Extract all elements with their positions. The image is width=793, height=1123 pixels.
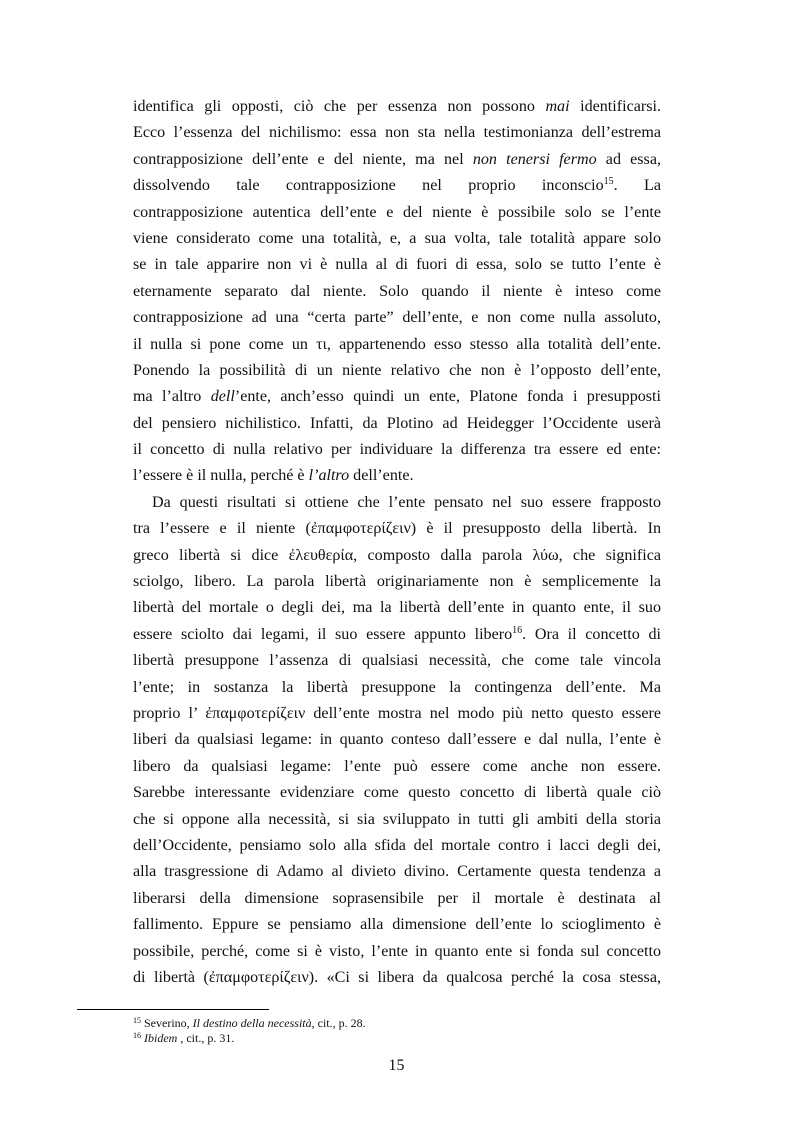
text-run: contrapposizione dell’ente e del niente, ma nel xyxy=(133,150,473,168)
text-line xyxy=(133,252,661,278)
italic-text: mai xyxy=(545,98,570,115)
text-line xyxy=(133,569,661,595)
text-line xyxy=(133,200,661,226)
text-run: viene considerato come una totalità, e, a sua volta, tale totalità appare solo xyxy=(133,229,661,247)
text-run: libero da qualsiasi legame: l’ente può essere come anche non essere. xyxy=(133,757,661,775)
italic-text: dell xyxy=(210,388,235,406)
text-run: dell’ente. xyxy=(349,467,414,485)
text-line xyxy=(133,622,661,648)
text-line xyxy=(133,384,661,410)
text-run: proprio l’ ἐπαμφοτερίζειν dell’ente mostra nel modo più netto questo essere xyxy=(133,704,661,722)
text-line xyxy=(133,516,661,542)
text-run: Ponendo la possibilità di un niente relativo che non è l’opposto dell’ente, xyxy=(133,361,661,379)
text-run: il concetto di nulla relativo per individuare la differenza tra essere ed ente: xyxy=(133,441,661,459)
text-run: essere sciolto dai legami, il suo essere appunto libero xyxy=(133,625,513,643)
text-line xyxy=(133,173,661,199)
text-line xyxy=(133,226,661,252)
text-run: Ecco l’essenza del nichilismo: essa non sta nella testimonianza dell’estrema xyxy=(133,124,661,142)
text-line xyxy=(133,807,661,833)
italic-text: l’altro xyxy=(308,467,350,485)
text-run: liberi da qualsiasi legame: in quanto conteso dall’essere e dal nulla, l’ente è xyxy=(133,731,661,749)
footnote-divider xyxy=(77,1009,269,1010)
text-line xyxy=(133,463,661,489)
text-run: . Ora il concetto di xyxy=(522,625,661,643)
text-run: se in tale apparire non vi è nulla al di fuori di essa, solo se tutto l’ente è xyxy=(133,256,661,274)
text-line xyxy=(133,543,661,569)
text-run: libertà del mortale o degli dei, ma la libertà dell’ente in quanto ente, il suo xyxy=(133,599,661,617)
text-run: eternamente separato dal niente. Solo quando il niente è inteso come xyxy=(133,282,661,300)
text-line xyxy=(133,727,661,753)
body-text xyxy=(133,94,661,991)
text-run: ma l’altro xyxy=(133,388,211,406)
text-run: liberarsi della dimensione soprasensibile per il mortale è destinata al xyxy=(133,889,661,907)
text-run: dell’Occidente, pensiamo solo alla sfida del mortale contro i lacci degli dei, xyxy=(133,836,661,854)
text-run: di libertà (ἐπαμφοτερίζειν). «Ci si libera da qualcosa perché la cosa stessa, xyxy=(133,968,661,986)
page-number: 15 xyxy=(388,1057,405,1074)
text-line xyxy=(133,701,661,727)
text-line xyxy=(133,780,661,806)
text-line xyxy=(133,279,661,305)
footnote xyxy=(133,1016,366,1031)
italic-text: Il destino della necessità xyxy=(192,1016,312,1030)
footnote-ref: 16 xyxy=(512,624,523,636)
text-run: identificarsi. xyxy=(569,98,661,115)
footnote-ref: 16 xyxy=(133,1031,141,1040)
footnote-ref: 15 xyxy=(603,176,614,188)
italic-text: Ibidem xyxy=(144,1031,178,1045)
text-run: ad essa, xyxy=(596,150,661,168)
footnotes xyxy=(133,1016,366,1046)
text-run: fallimento. Eppure se pensiamo alla dimensione dell’ente lo scioglimento è xyxy=(133,916,661,934)
text-run: del pensiero nichilistico. Infatti, da Plotino ad Heidegger l’Occidente userà xyxy=(133,414,661,432)
text-run: ’ente, anch’esso quindi un ente, Platone fonda i presupposti xyxy=(234,388,661,406)
text-line xyxy=(133,358,661,384)
text-line xyxy=(133,754,661,780)
text-line xyxy=(133,94,661,120)
text-line xyxy=(133,120,661,146)
text-line xyxy=(133,939,661,965)
text-run: l’essere è il nulla, perché è xyxy=(133,467,309,485)
text-line xyxy=(133,912,661,938)
footnote xyxy=(133,1031,366,1046)
text-run: greco libertà si dice ἐλευθερία, composto dalla parola λύω, che significa xyxy=(133,546,661,564)
footnote-ref: 15 xyxy=(133,1016,141,1025)
text-run: l’ente; in sostanza la libertà presuppone la contingenza dell’ente. Ma xyxy=(133,678,661,696)
text-run: contrapposizione autentica dell’ente e del niente è possibile solo se l’ente xyxy=(133,203,661,221)
text-line xyxy=(133,490,661,516)
text-run: tra l’essere e il niente (ἐπαμφοτερίζειν) è il presupposto della libertà. In xyxy=(133,520,661,538)
text-run: Da questi risultati si ottiene che l’ente pensato nel suo essere frapposto xyxy=(152,493,661,511)
text-run: alla trasgressione di Adamo al divieto divino. Certamente questa tendenza a xyxy=(133,863,661,881)
text-run: che si oppone alla necessità, si sia sviluppato in tutti gli ambiti della storia xyxy=(133,810,661,828)
text-run: Sarebbe interessante evidenziare come questo concetto di libertà quale ciò xyxy=(133,784,661,802)
text-run: , cit., p. 31. xyxy=(177,1031,235,1045)
text-run: identifica gli opposti, ciò che per essenza non possono xyxy=(133,98,546,115)
text-run: . La xyxy=(613,177,661,195)
text-line xyxy=(133,965,661,991)
text-line xyxy=(133,437,661,463)
text-run: il nulla si pone come un τι, appartenendo esso stesso alla totalità dell’ente. xyxy=(133,335,661,353)
text-line xyxy=(133,859,661,885)
text-line xyxy=(133,648,661,674)
text-run: dissolvendo tale contrapposizione nel proprio inconscio xyxy=(133,177,604,195)
text-run: libertà presuppone l’assenza di qualsiasi necessità, che come tale vincola xyxy=(133,652,661,670)
text-run: , cit., p. 28. xyxy=(311,1016,366,1030)
text-line xyxy=(133,675,661,701)
text-line xyxy=(133,886,661,912)
text-line xyxy=(133,411,661,437)
italic-text: non tenersi fermo xyxy=(472,150,597,168)
text-line xyxy=(133,147,661,173)
text-line xyxy=(133,595,661,621)
text-run: possibile, perché, come si è visto, l’ente in quanto ente si fonda sul concetto xyxy=(133,942,661,960)
text-line xyxy=(133,833,661,859)
text-run: Severino, xyxy=(141,1016,193,1030)
text-line xyxy=(133,305,661,331)
text-run: contrapposizione ad una “certa parte” dell’ente, e non come nulla assoluto, xyxy=(133,309,661,327)
text-line xyxy=(133,332,661,358)
text-run: sciolgo, libero. La parola libertà originariamente non è semplicemente la xyxy=(133,573,661,591)
